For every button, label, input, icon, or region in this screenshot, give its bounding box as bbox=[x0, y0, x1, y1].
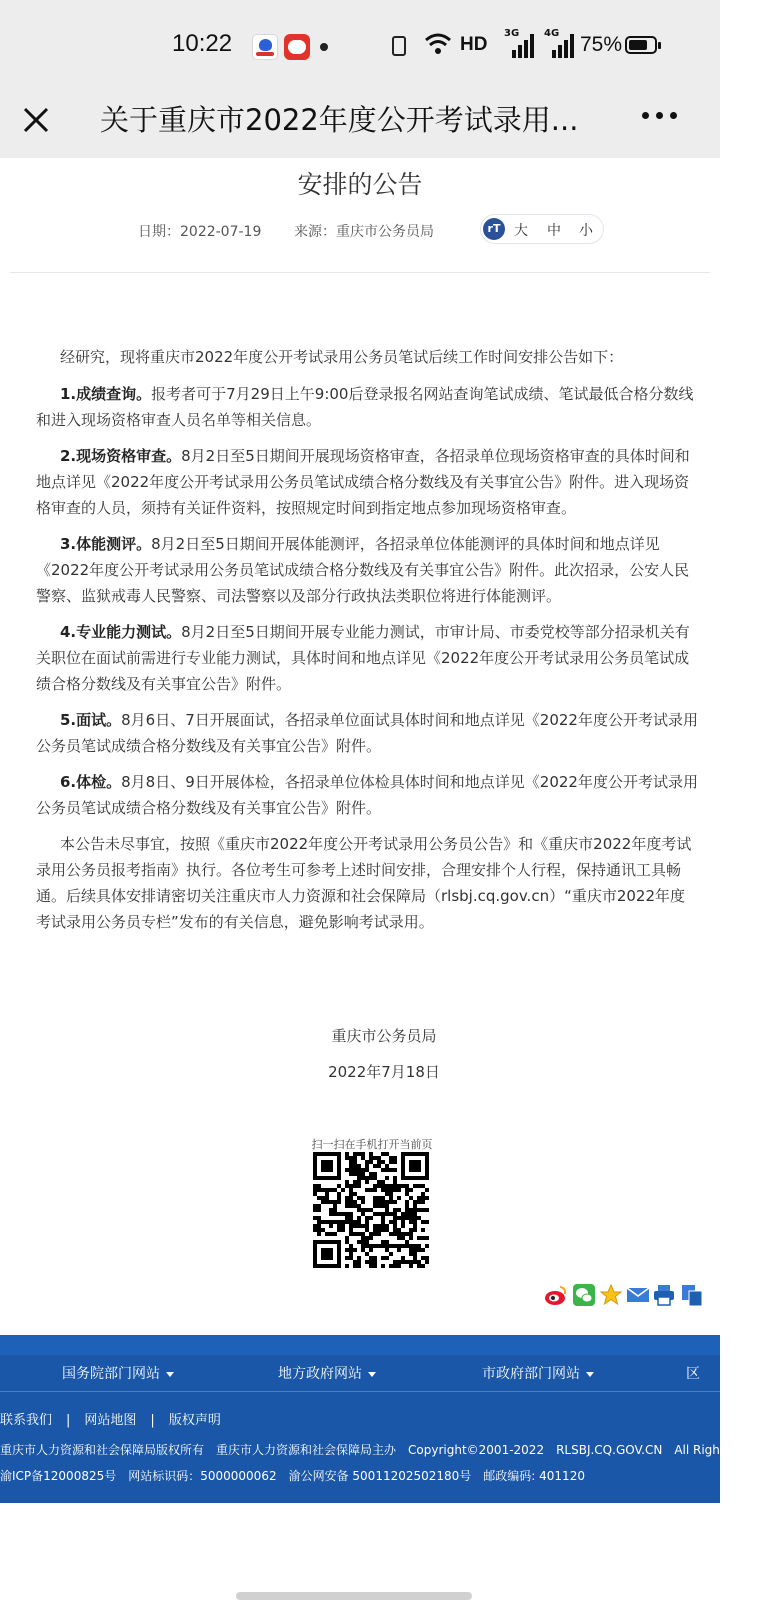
home-indicator[interactable] bbox=[236, 1592, 472, 1600]
footer-nav-label: 区 bbox=[686, 1366, 700, 1382]
item-text: 8月6日、7日开展面试，各招录单位面试具体时间和地点详见《2022年度公开考试录用公务员笔试成绩合格分数线及有关事宜公告》附件。 bbox=[36, 711, 698, 755]
item-label: 1.成绩查询。 bbox=[60, 385, 152, 403]
footer-nav-district[interactable] bbox=[686, 1363, 700, 1383]
item-text: 8月2日至5日期间开展体能测评，各招录单位体能测评的具体时间和地点详见《2022年度公开考试录用公务员笔试成绩合格分数线及有关事宜公告》附件。此次招录，公安人民警察、监狱戒毒人民警察、司法警察以及部分行政执法类职位将进行体能测评。 bbox=[36, 535, 690, 605]
article-item bbox=[36, 707, 700, 759]
article-source: 来源：重庆市公务员局 bbox=[294, 224, 434, 240]
copyright-years: Copyright©2001-2022 bbox=[408, 1443, 545, 1457]
star-icon[interactable] bbox=[599, 1282, 623, 1308]
battery-percent: 75% bbox=[580, 33, 623, 56]
more-menu-icon[interactable] bbox=[640, 112, 680, 122]
article-date: 日期：2022-07-19 bbox=[138, 224, 262, 240]
sign-date: 2022年7月18日 bbox=[328, 1063, 440, 1081]
footer-nav-label: 国务院部门网站 bbox=[62, 1366, 160, 1382]
signal-3g-icon bbox=[504, 28, 544, 58]
article-item bbox=[36, 619, 700, 697]
copyright-owner: 重庆市人力资源和社会保障局版权所有 bbox=[0, 1443, 205, 1457]
link-separator: | bbox=[66, 1413, 71, 1428]
footer-icp bbox=[0, 1467, 597, 1484]
link-separator: | bbox=[150, 1413, 155, 1428]
copyright-domain: RLSBJ.CQ.GOV.CN bbox=[556, 1443, 663, 1457]
battery-icon bbox=[625, 36, 657, 54]
mail-icon[interactable] bbox=[625, 1282, 651, 1308]
qr-label: 扫一扫在手机打开当前页 bbox=[311, 1138, 433, 1151]
copyright-host: 重庆市人力资源和社会保障局主办 bbox=[216, 1443, 397, 1457]
header-divider bbox=[10, 272, 710, 273]
status-bar bbox=[0, 0, 720, 92]
item-text: 报考者可于7月29日上午9:00后登录报名网站查询笔试成绩、笔试最低合格分数线和进入现场资格审查人员名单等相关信息。 bbox=[36, 385, 694, 429]
weibo-icon[interactable] bbox=[544, 1282, 568, 1308]
article-item bbox=[36, 381, 700, 433]
print-icon[interactable] bbox=[652, 1282, 676, 1308]
article-closing: 本公告未尽事宜，按照《重庆市2022年度公开考试录用公务员公告》和《重庆市2022年度考试录用公务员报考指南》执行。各位考生可参考上述时间安排，合理安排个人行程，保持通讯工具畅通。后续具体安排请密切关注重庆市人力资源和社会保障局（rlsbj.cq.gov.cn）“重庆市2022年度考试录用公务员专栏”发布的有关信息，避免影响考试录用。 bbox=[36, 835, 692, 931]
site-id: 网站标识码：5000000062 bbox=[128, 1469, 277, 1483]
wifi-icon bbox=[424, 30, 452, 58]
item-label: 5.面试。 bbox=[60, 711, 122, 729]
footer-nav-label: 地方政府网站 bbox=[278, 1366, 362, 1382]
copyright-rights: All Rights bbox=[674, 1443, 731, 1457]
vibrate-icon bbox=[392, 36, 406, 56]
postal-code: 邮政编码: 401120 bbox=[483, 1469, 585, 1483]
item-text: 8月2日至5日期间开展现场资格审查，各招录单位现场资格审查的具体时间和地点详见《2022年度公开考试录用公务员笔试成绩合格分数线及有关事宜公告》附件。进入现场资格审查的人员，须持有关证件资料，按照规定时间到指定地点参加现场资格审查。 bbox=[36, 447, 690, 517]
app-notification-icon bbox=[284, 34, 310, 60]
footer-nav-local-gov[interactable] bbox=[278, 1363, 376, 1383]
item-label: 3.体能测评。 bbox=[60, 535, 152, 553]
chevron-down-icon bbox=[586, 1372, 594, 1377]
signal-4g-label: 4G bbox=[544, 28, 560, 39]
footer-nav-label: 市政府部门网站 bbox=[482, 1366, 580, 1382]
more-notifications-dot-icon bbox=[320, 43, 328, 51]
article-item bbox=[36, 769, 700, 821]
footer-nav-city-dept[interactable] bbox=[482, 1363, 594, 1383]
footer-nav-state-council[interactable] bbox=[62, 1363, 174, 1383]
font-size-medium[interactable]: 中 bbox=[547, 223, 561, 239]
police-record[interactable]: 渝公网安备 50011202502180号 bbox=[288, 1469, 472, 1483]
nav-bar bbox=[0, 92, 720, 158]
hd-label: HD bbox=[460, 34, 488, 55]
signature: 重庆市公务员局 bbox=[331, 1027, 437, 1045]
signal-3g-label: 3G bbox=[504, 28, 520, 39]
footer-copyright bbox=[0, 1441, 743, 1458]
footer-band bbox=[0, 1335, 720, 1355]
chevron-down-icon bbox=[166, 1372, 174, 1377]
font-size-small[interactable]: 小 bbox=[579, 223, 593, 239]
font-size-large[interactable]: 大 bbox=[514, 223, 528, 239]
baidu-app-icon bbox=[252, 34, 278, 60]
item-text: 8月8日、9日开展体检，各招录单位体检具体时间和地点详见《2022年度公开考试录用公务员笔试成绩合格分数线及有关事宜公告》附件。 bbox=[36, 773, 698, 817]
item-label: 2.现场资格审查。 bbox=[60, 447, 182, 465]
site-footer bbox=[0, 1335, 731, 1503]
chevron-down-icon bbox=[368, 1372, 376, 1377]
article-item bbox=[36, 531, 700, 609]
icp-number[interactable]: 渝ICP备12000825号 bbox=[0, 1469, 117, 1483]
copy-icon[interactable] bbox=[680, 1282, 704, 1308]
footer-link-copyright[interactable]: 版权声明 bbox=[168, 1413, 221, 1428]
footer-divider bbox=[0, 1391, 720, 1392]
article-item bbox=[36, 443, 700, 521]
wechat-icon[interactable] bbox=[572, 1282, 596, 1308]
item-label: 6.体检。 bbox=[60, 773, 122, 791]
article-title: 安排的公告 bbox=[297, 170, 423, 199]
page-title: 关于重庆市2022年度公开考试录用... bbox=[100, 103, 579, 137]
status-time: 10:22 bbox=[172, 30, 233, 57]
font-size-icon: rT bbox=[483, 218, 505, 240]
footer-link-sitemap[interactable]: 网站地图 bbox=[84, 1413, 137, 1428]
item-text: 8月2日至5日期间开展专业能力测试，市审计局、市委党校等部分招录机关有关职位在面试前需进行专业能力测试，具体时间和地点详见《2022年度公开考试录用公务员笔试成绩合格分数线及有关事宜公告》附件。 bbox=[36, 623, 690, 693]
qr-code-icon bbox=[313, 1152, 429, 1268]
article-intro: 经研究，现将重庆市2022年度公开考试录用公务员笔试后续工作时间安排公告如下： bbox=[60, 348, 624, 366]
footer-links bbox=[0, 1409, 221, 1428]
signal-4g-icon bbox=[544, 28, 584, 58]
article-body bbox=[36, 344, 700, 945]
footer-link-contact[interactable]: 联系我们 bbox=[0, 1413, 53, 1428]
font-size-selector bbox=[480, 214, 604, 244]
close-icon[interactable] bbox=[20, 104, 52, 136]
item-label: 4.专业能力测试。 bbox=[60, 623, 182, 641]
